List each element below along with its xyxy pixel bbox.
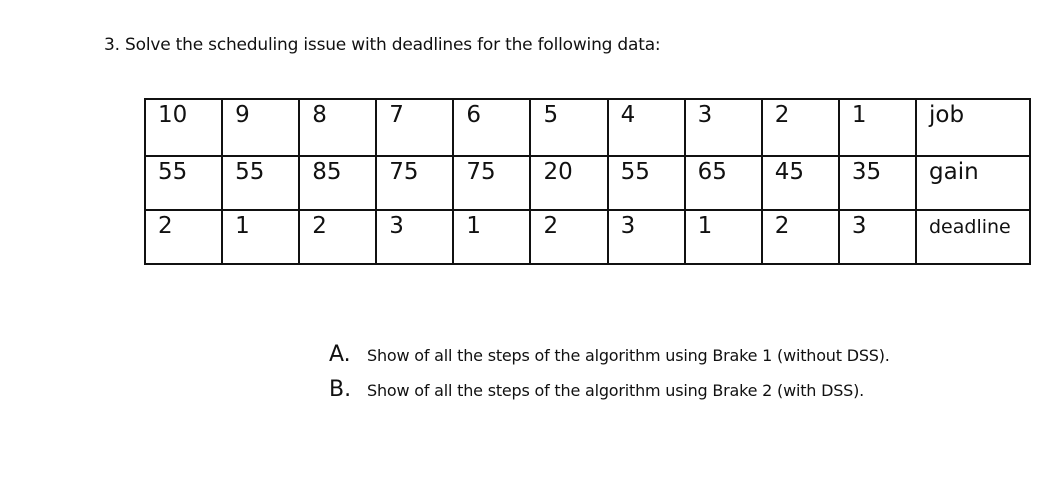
job-row bbox=[145, 99, 1030, 156]
table-cell: 2 bbox=[145, 210, 222, 264]
table-cell: 2 bbox=[299, 210, 376, 264]
row-label-cell: job bbox=[916, 99, 1030, 156]
table-cell: 55 bbox=[145, 156, 222, 210]
table-cell: 2 bbox=[762, 99, 839, 156]
answer-item-a bbox=[329, 342, 890, 377]
table-cell: 55 bbox=[222, 156, 299, 210]
table-cell: 20 bbox=[530, 156, 607, 210]
answer-list bbox=[329, 342, 890, 412]
table-cell: 1 bbox=[453, 210, 530, 264]
answer-text: Show of all the steps of the algorithm using Brake 1 (without DSS). bbox=[367, 346, 890, 365]
table-cell: 75 bbox=[453, 156, 530, 210]
question-text: 3. Solve the scheduling issue with deadlines for the following data: bbox=[104, 35, 661, 55]
deadline-row bbox=[145, 210, 1030, 264]
table-cell: 1 bbox=[222, 210, 299, 264]
table-cell: 6 bbox=[453, 99, 530, 156]
answer-text: Show of all the steps of the algorithm using Brake 2 (with DSS). bbox=[367, 381, 865, 400]
table-cell: 55 bbox=[608, 156, 685, 210]
table-cell: 7 bbox=[376, 99, 453, 156]
table-cell: 3 bbox=[376, 210, 453, 264]
table-cell: 2 bbox=[530, 210, 607, 264]
gain-row bbox=[145, 156, 1030, 210]
table-cell: 1 bbox=[685, 210, 762, 264]
table-cell: 2 bbox=[762, 210, 839, 264]
row-label-cell: deadline bbox=[916, 210, 1030, 264]
table-cell: 3 bbox=[839, 210, 916, 264]
table-cell: 3 bbox=[608, 210, 685, 264]
row-label-cell: gain bbox=[916, 156, 1030, 210]
table-cell: 45 bbox=[762, 156, 839, 210]
answer-item-b bbox=[329, 377, 890, 412]
table-cell: 9 bbox=[222, 99, 299, 156]
scheduling-table bbox=[144, 98, 1031, 265]
table-cell: 65 bbox=[685, 156, 762, 210]
table-cell: 75 bbox=[376, 156, 453, 210]
table-cell: 10 bbox=[145, 99, 222, 156]
answer-letter: B. bbox=[329, 377, 352, 402]
table-cell: 85 bbox=[299, 156, 376, 210]
table-cell: 35 bbox=[839, 156, 916, 210]
table-cell: 1 bbox=[839, 99, 916, 156]
answer-letter: A. bbox=[329, 342, 351, 367]
table-cell: 3 bbox=[685, 99, 762, 156]
table-cell: 8 bbox=[299, 99, 376, 156]
table-cell: 5 bbox=[530, 99, 607, 156]
table-cell: 4 bbox=[608, 99, 685, 156]
